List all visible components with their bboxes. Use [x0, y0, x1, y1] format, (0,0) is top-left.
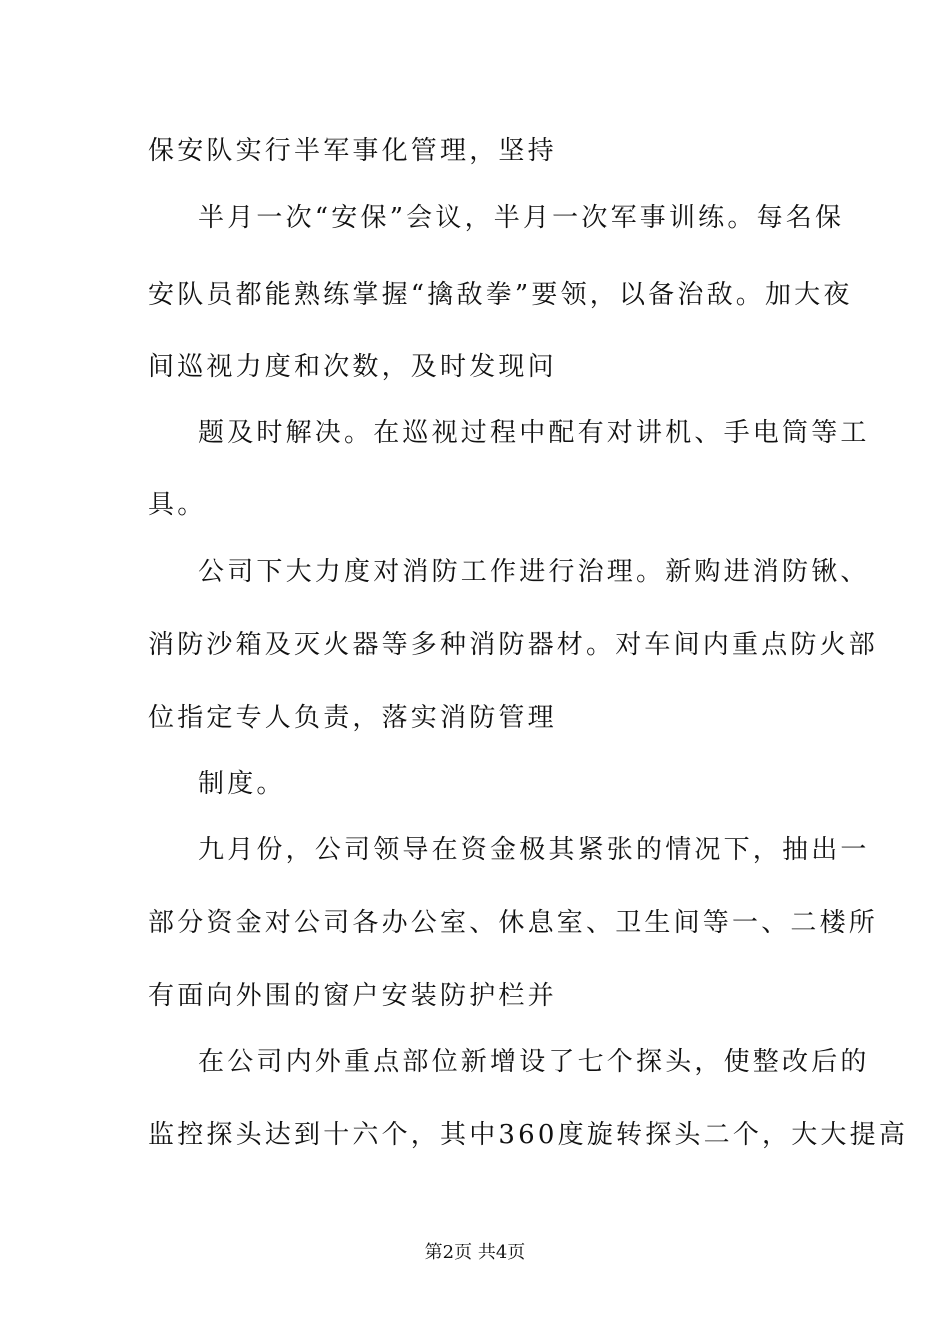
text-line: 消防沙箱及灭火器等多种消防器材。对车间内重点防火部 [148, 630, 879, 660]
text-line: 间巡视力度和次数，及时发现问 [148, 352, 557, 382]
text-line: 制度。 [198, 769, 286, 799]
text-line: 九月份，公司领导在资金极其紧张的情况下，抽出一 [198, 835, 870, 865]
text-line: 题及时解决。在巡视过程中配有对讲机、手电筒等工 [198, 418, 870, 448]
text-line: 部分资金对公司各办公室、休息室、卫生间等一、二楼所 [148, 908, 879, 938]
text-line: 位指定专人负责，落实消防管理 [148, 703, 557, 733]
text-line: 公司下大力度对消防工作进行治理。新购进消防锹、 [198, 557, 870, 587]
text-line: 有面向外围的窗户安装防护栏并 [148, 981, 557, 1011]
text-line: 安队员都能熟练掌握“擒敌拳”要领，以备治敌。加大夜 [148, 280, 853, 310]
text-line: 具。 [148, 490, 207, 520]
text-line: 监控探头达到十六个，其中360度旋转探头二个，大大提高 [148, 1120, 909, 1150]
page-number-footer: 第2页 共4页 [424, 1242, 526, 1263]
text-line: 半月一次“安保”会议，半月一次军事训练。每名保 [198, 203, 845, 233]
text-line: 保安队实行半军事化管理，坚持 [148, 136, 557, 166]
text-line: 在公司内外重点部位新增设了七个探头，使整改后的 [198, 1047, 870, 1077]
